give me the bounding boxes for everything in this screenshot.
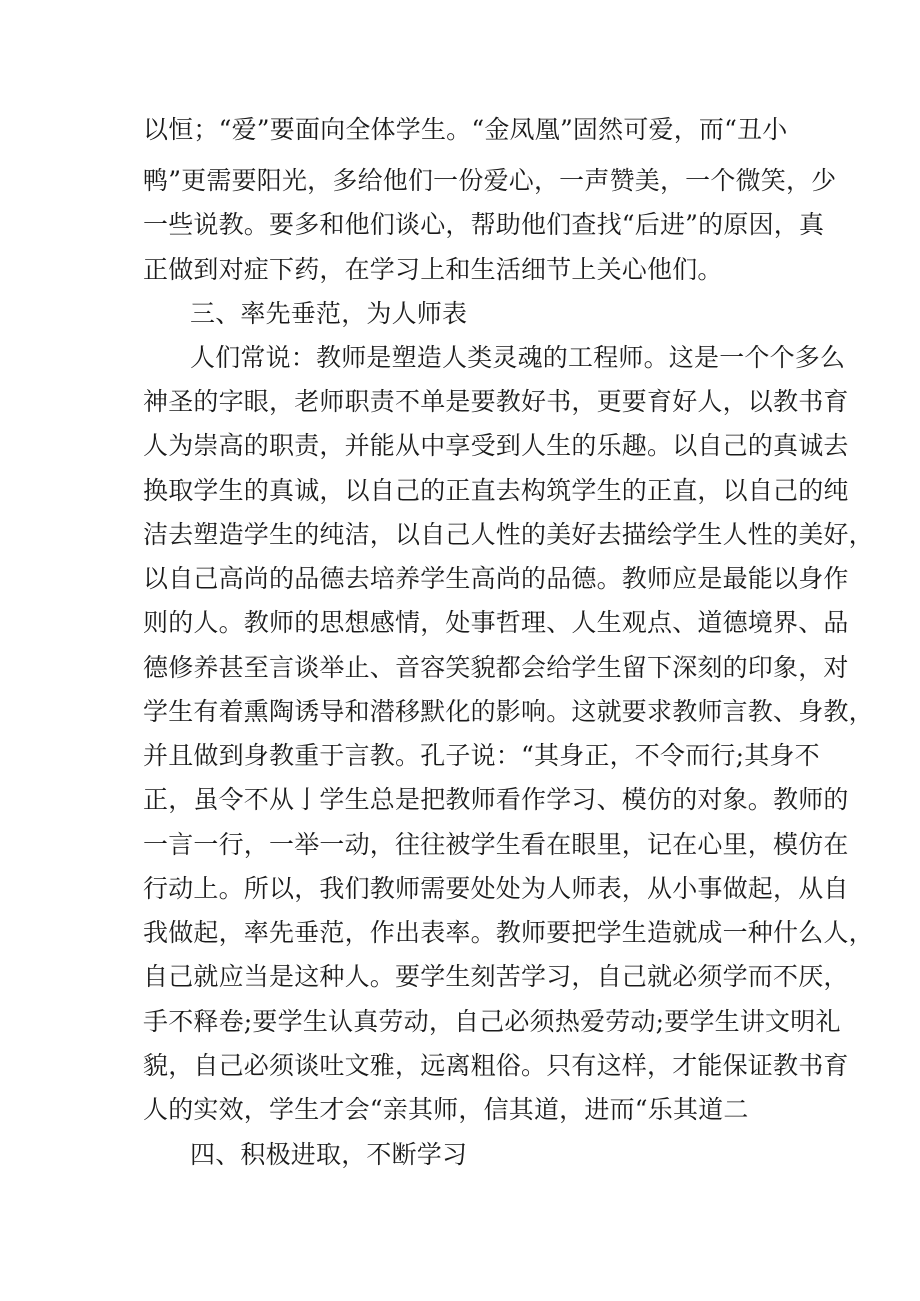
paragraph-2-line-18: 人的实效，学生才会“亲其师，信其道，进而“乐其道二 — [143, 1095, 749, 1124]
section-heading-3: 三、率先垂范，为人师表 — [190, 299, 468, 328]
paragraph-2-line-10: 并且做到身教重于言教。孔子说：“其身正，不令而行;其身不 — [143, 741, 820, 770]
paragraph-2-line-12: 一言一行，一举一动，往往被学生看在眼里，记在心里，模仿在 — [143, 830, 849, 859]
paragraph-2-line-3: 人为崇高的职责，并能从中享受到人生的乐趣。以自己的真诚去 — [143, 431, 849, 460]
paragraph-2-line-7: 则的人。教师的思想感情，处事哲理、人生观点、道德境界、品 — [143, 608, 849, 637]
paragraph-2-line-5: 洁去塑造学生的纯洁，以自己人性的美好去描绘学生人性的美好， — [143, 520, 874, 549]
paragraph-2-line-13: 行动上。所以，我们教师需要处处为人师表，从小事做起，从自 — [143, 874, 849, 903]
paragraph-2-line-1: 人们常说：教师是塑造人类灵魂的工程师。这是一个个多么 — [190, 343, 846, 372]
paragraph-2-line-8: 德修养甚至言谈举止、音容笑貌都会给学生留下深刻的印象，对 — [143, 653, 849, 682]
paragraph-2-line-11: 正，虽令不从亅学生总是把教师看作学习、模仿的对象。教师的 — [143, 785, 849, 814]
paragraph-2-line-9: 学生有着熏陶诱导和潜移默化的影响。这就要求教师言教、身教， — [143, 697, 874, 726]
paragraph-1-line-2: 鸭”更需要阳光，多给他们一份爱心，一声赞美，一个微笑，少 — [143, 166, 837, 195]
paragraph-2-line-16: 手不释卷;要学生认真劳动，自己必须热爱劳动;要学生讲文明礼 — [143, 1007, 841, 1036]
paragraph-2-line-14: 我做起，率先垂范，作出表率。教师要把学生造就成一种什么人， — [143, 918, 874, 947]
section-heading-4: 四、积极进取，不断学习 — [190, 1140, 468, 1169]
paragraph-1-line-1: 以恒；“爱”要面向全体学生。“金凤凰”固然可爱，而“丑小 — [143, 115, 788, 144]
paragraph-2-line-2: 神圣的字眼，老师职责不单是要教好书，更要育好人，以教书育 — [143, 387, 849, 416]
paragraph-2-line-6: 以自己高尚的品德去培养学生高尚的品德。教师应是最能以身作 — [143, 564, 849, 593]
paragraph-1-line-3: 一些说教。要多和他们谈心，帮助他们查找“后进”的原因，真 — [143, 210, 825, 239]
paragraph-1-line-4: 正做到对症下药，在学习上和生活细节上关心他们。 — [143, 255, 723, 284]
paragraph-2-line-17: 貌，自己必须谈吐文雅，远离粗俗。只有这样，才能保证教书育 — [143, 1051, 849, 1080]
paragraph-2-line-4: 换取学生的真诚，以自己的正直去构筑学生的正直，以自己的纯 — [143, 476, 849, 505]
paragraph-2-line-15: 自己就应当是这种人。要学生刻苦学习，自己就必须学而不厌， — [143, 962, 849, 991]
